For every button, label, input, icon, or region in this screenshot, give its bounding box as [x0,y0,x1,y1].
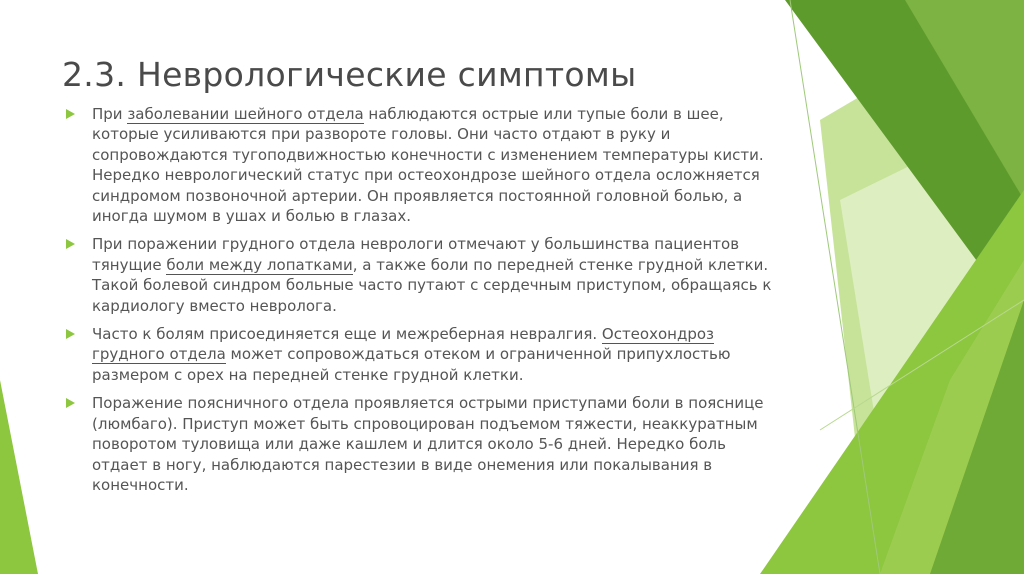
bullet-text: При [92,105,128,123]
bullet-arrow-icon [66,239,75,249]
bullet-thoracic [66,234,786,316]
link-cervical-disease[interactable]: заболевании шейного отдела [127,105,364,123]
bullet-arrow-icon [66,398,75,408]
bullet-text: При поражении грудного отдела неврологи отмечают у большинства пациентов тянущие [92,235,740,274]
bullet-arrow-icon [66,329,75,339]
left-edge-shape [0,380,38,574]
bullet-list [66,104,786,503]
link-thoracic-osteochondrosis[interactable]: Остеохондроз грудного отдела [92,325,714,364]
bullet-text: , а также боли по передней стенке грудной клетки. Такой болевой синдром больные часто путают с сердечным приступом, обращаясь к кардиологу вместо невролога. [92,255,772,315]
slide-title: 2.3. Неврологические симптомы [62,55,637,94]
bullet-text: может сопровождаться отеком и ограниченной припухлостью размером с орех на передней стенке грудной клетки. [92,345,731,384]
bullet-intercostal [66,324,786,385]
bullet-text: Часто к болям присоединяется еще и межреберная невралгия. [92,325,602,344]
bullet-text: Поражение поясничного отдела проявляется острыми приступами боли в пояснице (люмбаго). Приступ может быть спровоцирован подъемом тяжести, неаккуратным поворотом туловища или даже кашлем и длится около 5-6 дней. Нередко боль отдает в ногу, наблюдаются парестезии в виде онемения или покалывания в конечности. [92,394,764,494]
bullet-arrow-icon [66,109,75,119]
link-pain-between-shoulder-blades[interactable]: боли между лопатками [166,255,353,274]
bullet-text: наблюдаются острые или тупые боли в шее, которые усиливаются при развороте головы. Они часто отдают в руку и сопровождаются тугоподвижностью конечности с изменением температуры кисти. Нередко неврологический статус при остеохондрозе шейного отдела осложняется синдромом позвоночной артерии. Он проявляется постоянной головной болью, а иногда шумом в ушах и болью в глазах. [92,105,764,226]
bullet-cervical [66,104,786,226]
bullet-lumbar [66,393,786,495]
